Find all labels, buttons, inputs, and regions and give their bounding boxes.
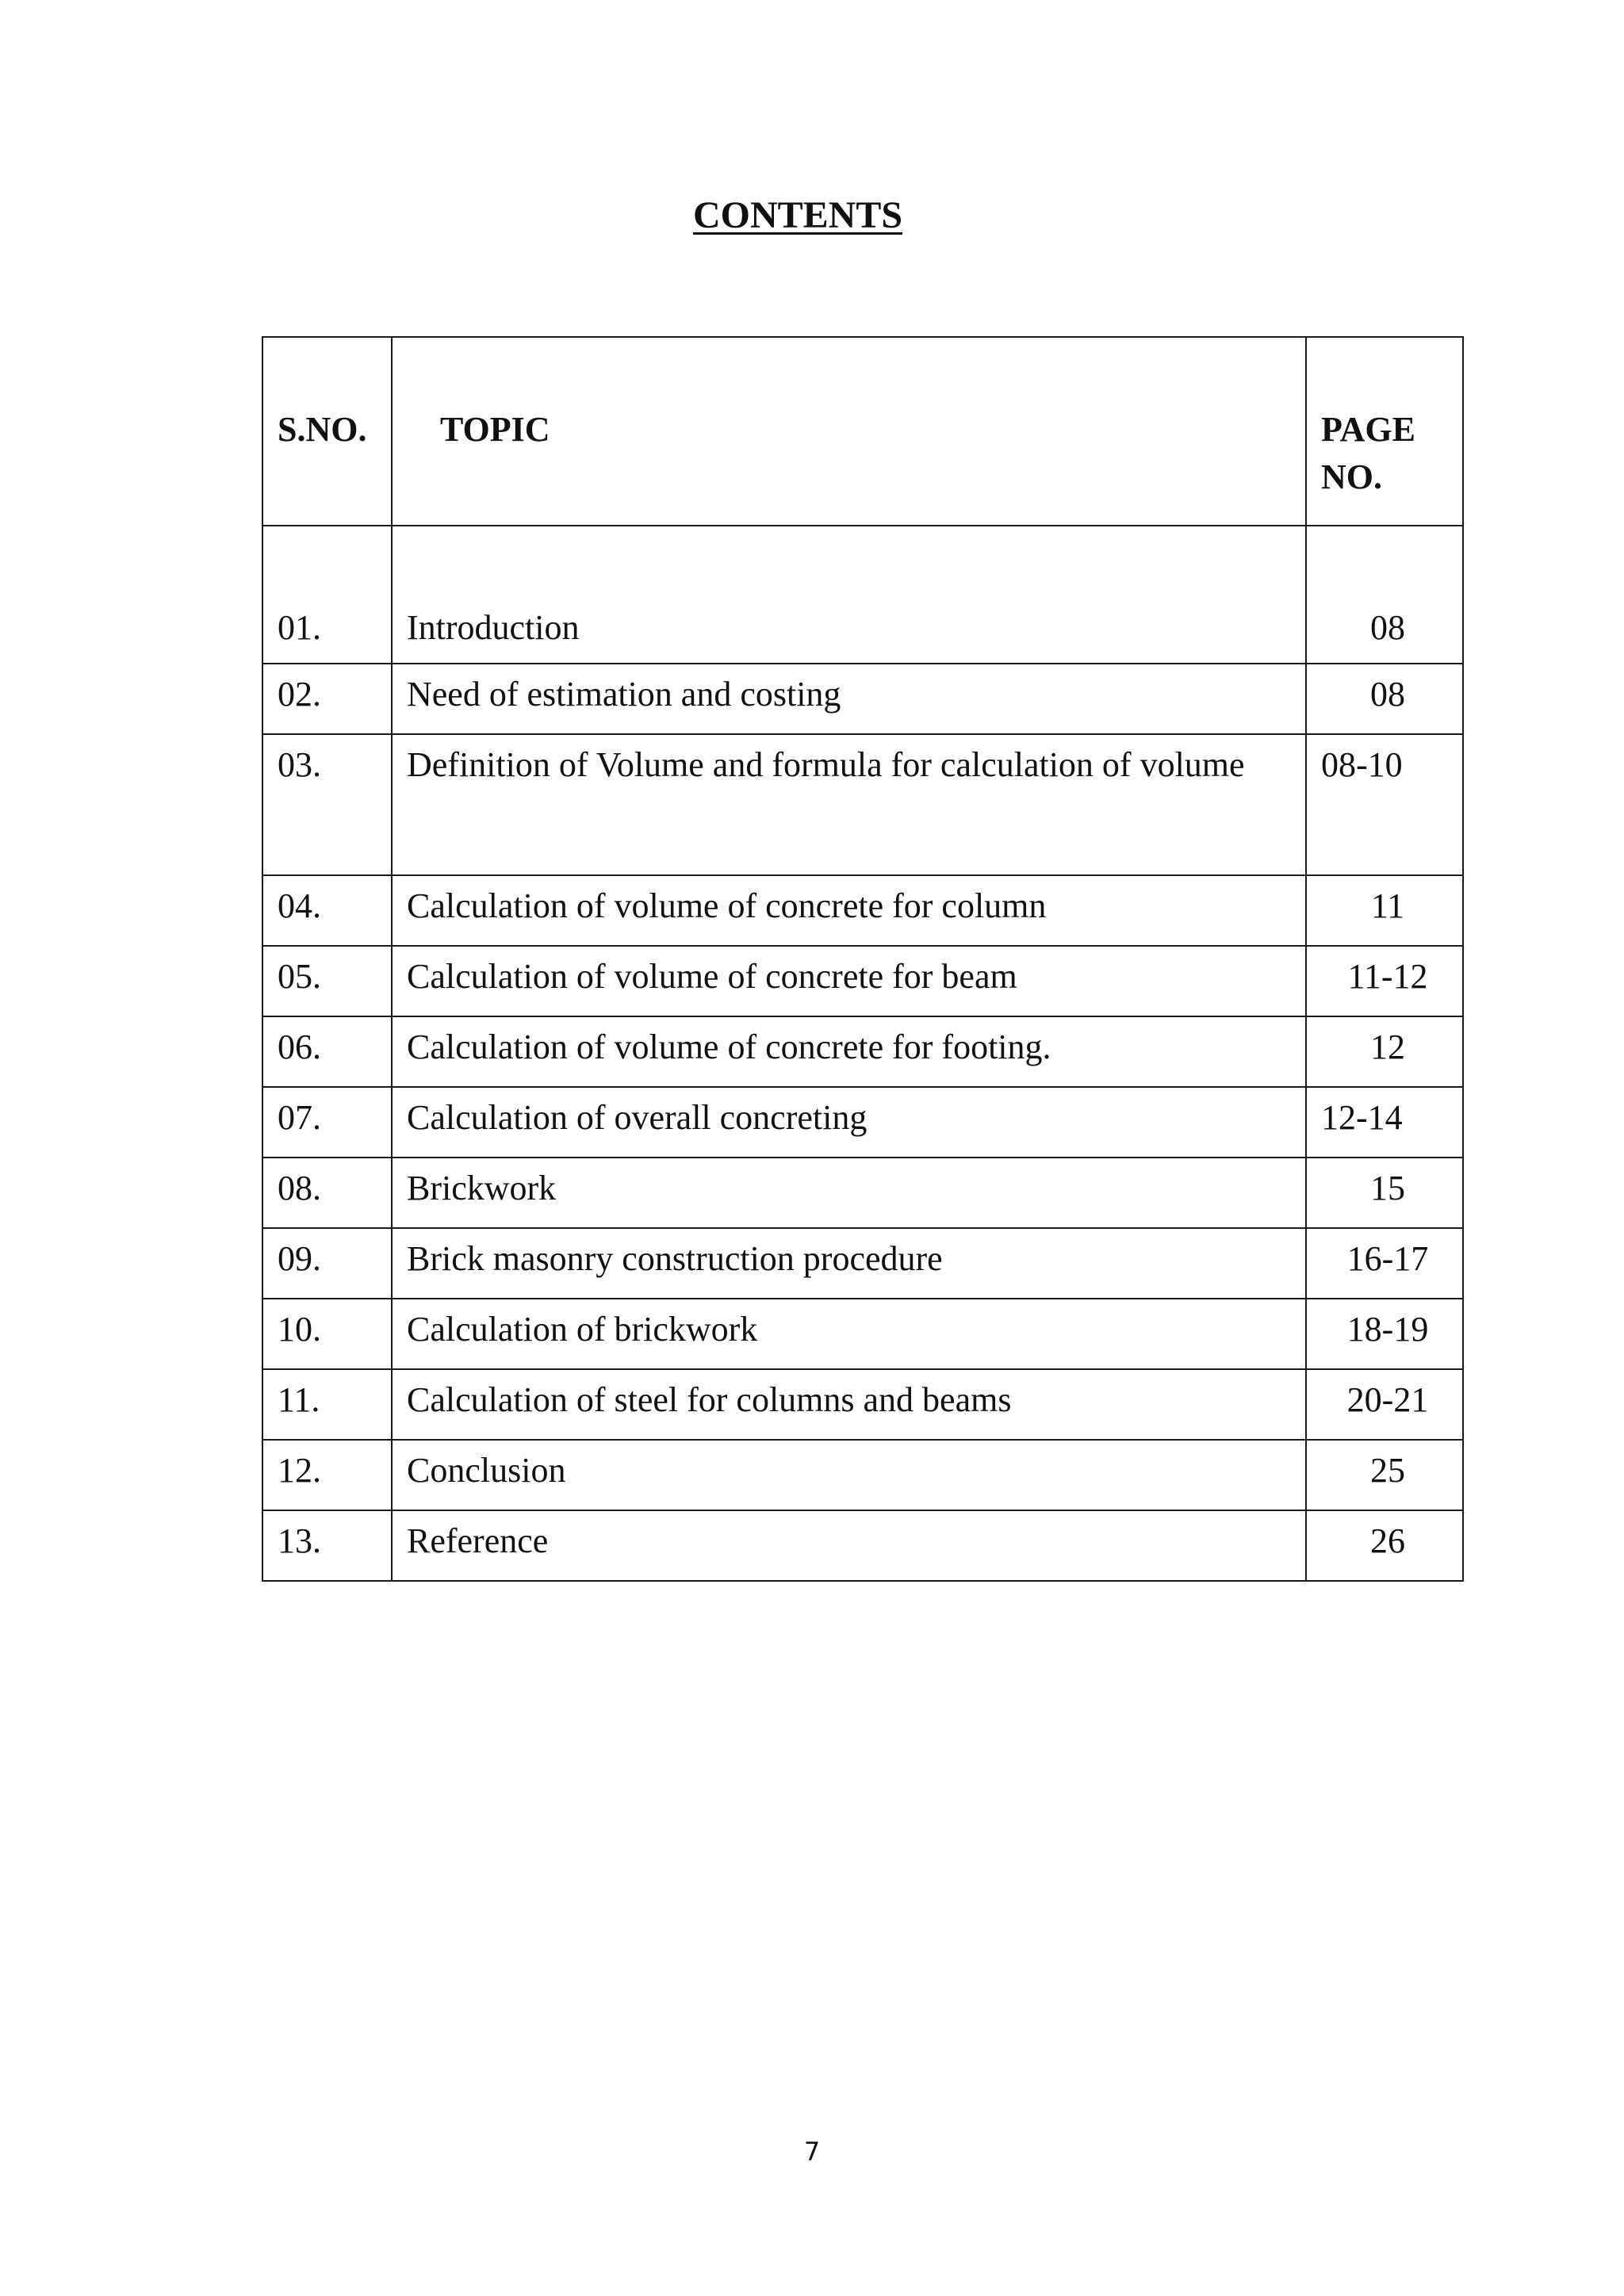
row-page-value: 11 — [1370, 886, 1405, 925]
row-page — [1306, 1158, 1463, 1228]
row-topic: Calculation of brickwork — [392, 1299, 1306, 1369]
row-sno: 06. — [262, 1016, 392, 1087]
row-page — [1306, 1510, 1463, 1581]
row-page — [1306, 1369, 1463, 1440]
row-sno: 11. — [262, 1369, 392, 1440]
header-page-line1: PAGE — [1321, 410, 1415, 449]
row-sno: 13. — [262, 1510, 392, 1581]
row-page-value: 08-10 — [1321, 745, 1403, 784]
table-row — [262, 526, 1463, 664]
table-row — [262, 734, 1463, 875]
table-row — [262, 1510, 1463, 1581]
header-sno: S.NO. — [262, 337, 392, 526]
row-sno: 04. — [262, 875, 392, 946]
row-page — [1306, 1299, 1463, 1369]
page-number: 7 — [803, 2137, 821, 2167]
row-sno: 10. — [262, 1299, 392, 1369]
table-row — [262, 1158, 1463, 1228]
table-row — [262, 946, 1463, 1016]
table-row — [262, 1228, 1463, 1299]
row-sno: 08. — [262, 1158, 392, 1228]
row-page-value: 18-19 — [1346, 1310, 1429, 1349]
row-topic: Calculation of steel for columns and beams — [392, 1369, 1306, 1440]
row-topic: Brick masonry construction procedure — [392, 1228, 1306, 1299]
row-page-value: 08 — [1370, 608, 1405, 647]
row-page-value: 11-12 — [1347, 957, 1428, 996]
page-title: CONTENTS — [692, 194, 903, 236]
contents-table — [262, 336, 1464, 1582]
table-row — [262, 1440, 1463, 1510]
row-topic: Reference — [392, 1510, 1306, 1581]
row-topic: Brickwork — [392, 1158, 1306, 1228]
header-page-no — [1306, 337, 1463, 526]
row-sno: 01. — [262, 526, 392, 664]
header-topic: TOPIC — [392, 337, 1306, 526]
row-page-value: 12 — [1370, 1027, 1405, 1066]
row-topic: Need of estimation and costing — [392, 664, 1306, 734]
table-row — [262, 875, 1463, 946]
row-sno: 05. — [262, 946, 392, 1016]
row-topic: Calculation of volume of concrete for beam — [392, 946, 1306, 1016]
row-topic: Calculation of volume of concrete for footing. — [392, 1016, 1306, 1087]
row-page — [1306, 875, 1463, 946]
table-row — [262, 1369, 1463, 1440]
row-page — [1306, 1228, 1463, 1299]
row-page-value: 15 — [1370, 1169, 1405, 1207]
row-page-value: 08 — [1370, 675, 1405, 714]
row-topic: Conclusion — [392, 1440, 1306, 1510]
table-row — [262, 1299, 1463, 1369]
row-page — [1306, 1440, 1463, 1510]
row-sno: 12. — [262, 1440, 392, 1510]
table-row — [262, 664, 1463, 734]
table-row — [262, 1087, 1463, 1158]
row-page — [1306, 664, 1463, 734]
row-sno: 09. — [262, 1228, 392, 1299]
row-page — [1306, 946, 1463, 1016]
row-page-value: 16-17 — [1346, 1239, 1429, 1278]
row-sno: 07. — [262, 1087, 392, 1158]
row-topic: Calculation of volume of concrete for column — [392, 875, 1306, 946]
row-page — [1306, 526, 1463, 664]
row-sno: 02. — [262, 664, 392, 734]
header-page-line2: NO. — [1321, 457, 1382, 496]
row-page — [1306, 734, 1463, 875]
row-topic: Calculation of overall concreting — [392, 1087, 1306, 1158]
table-header-row — [262, 337, 1463, 526]
row-page — [1306, 1016, 1463, 1087]
row-page-value: 26 — [1370, 1521, 1405, 1560]
row-page-value: 20-21 — [1346, 1380, 1429, 1419]
row-page-value: 12-14 — [1321, 1098, 1403, 1137]
table-row — [262, 1016, 1463, 1087]
row-page — [1306, 1087, 1463, 1158]
row-page-value: 25 — [1370, 1451, 1405, 1490]
row-sno: 03. — [262, 734, 392, 875]
row-topic: Introduction — [392, 526, 1306, 664]
row-topic: Definition of Volume and formula for calculation of volume — [392, 734, 1306, 875]
